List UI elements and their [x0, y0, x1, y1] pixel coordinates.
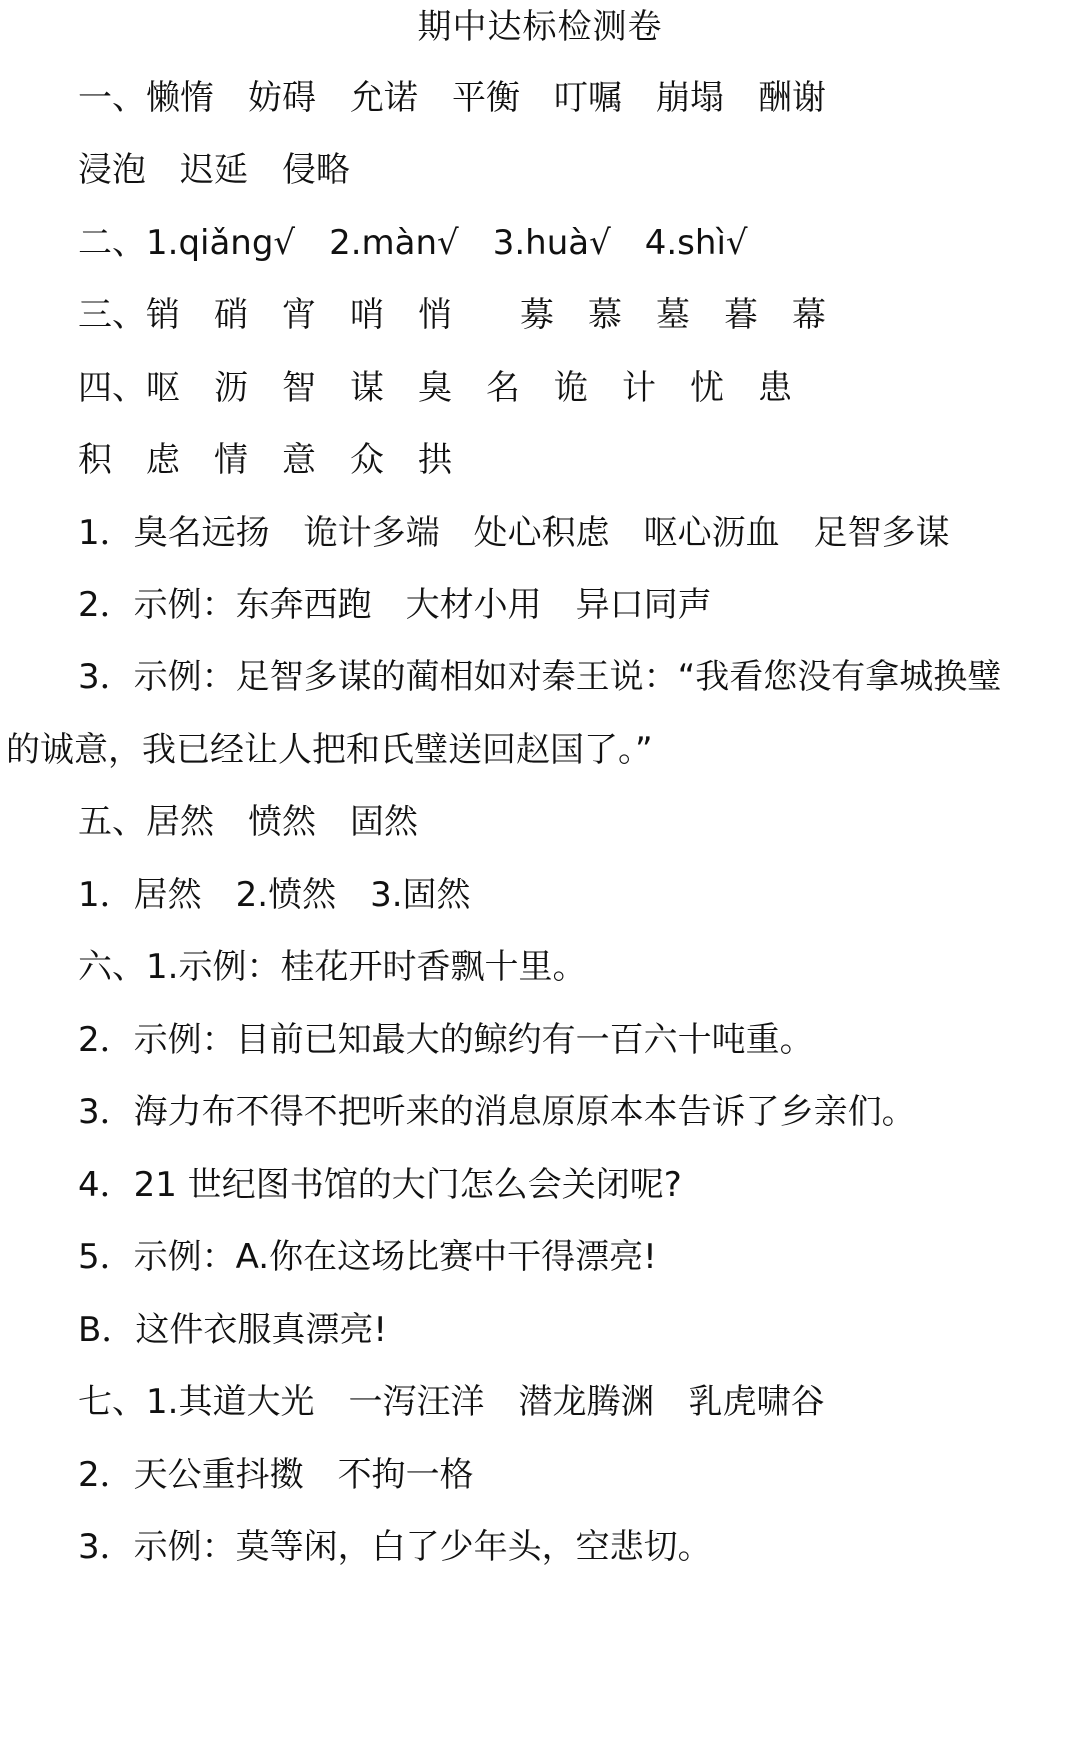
answer-line-15: 3．海力布不得不把听来的消息原原本本告诉了乡亲们。: [78, 1092, 916, 1132]
answer-line-12: 1．居然 2.愤然 3.固然: [78, 875, 471, 915]
answer-line-6: 积 虑 情 意 众 拱: [78, 440, 452, 480]
answer-line-5: 四、呕 沥 智 谋 臭 名 诡 计 忧 患: [78, 368, 792, 408]
answer-line-20: 2．天公重抖擞 不拘一格: [78, 1455, 474, 1495]
answer-line-16: 4．21 世纪图书馆的大门怎么会关闭呢?: [78, 1165, 682, 1205]
answer-line-7: 1．臭名远扬 诡计多端 处心积虑 呕心沥血 足智多谋: [78, 513, 950, 553]
answer-line-18: B．这件衣服真漂亮!: [78, 1310, 387, 1350]
document-title: 期中达标检测卷: [417, 7, 663, 47]
answer-line-2: 浸泡 迟延 侵略: [78, 150, 350, 190]
answer-line-11: 五、居然 愤然 固然: [78, 802, 418, 842]
answer-line-21: 3．示例：莫等闲，白了少年头，空悲切。: [78, 1527, 712, 1567]
answer-line-17: 5．示例：A.你在这场比赛中干得漂亮!: [78, 1237, 657, 1277]
answer-line-19: 七、1.其道大光 一泻汪洋 潜龙腾渊 乳虎啸谷: [78, 1382, 825, 1422]
answer-line-8: 2．示例：东奔西跑 大材小用 异口同声: [78, 585, 712, 625]
answer-line-10: 的诚意，我已经让人把和氏璧送回赵国了。”: [6, 730, 653, 770]
answer-line-1: 一、懒惰 妨碍 允诺 平衡 叮嘱 崩塌 酬谢: [78, 78, 826, 118]
answer-line-3: 二、1.qiǎng√ 2.màn√ 3.huà√ 4.shì√: [78, 223, 748, 263]
answer-line-14: 2．示例：目前已知最大的鲸约有一百六十吨重。: [78, 1020, 814, 1060]
answer-line-13: 六、1.示例：桂花开时香飘十里。: [78, 947, 587, 987]
answer-line-9: 3．示例：足智多谋的蔺相如对秦王说：“我看您没有拿城换璧: [78, 657, 1002, 697]
answer-line-4: 三、销 硝 宵 哨 悄 募 慕 墓 暮 幕: [78, 295, 826, 335]
